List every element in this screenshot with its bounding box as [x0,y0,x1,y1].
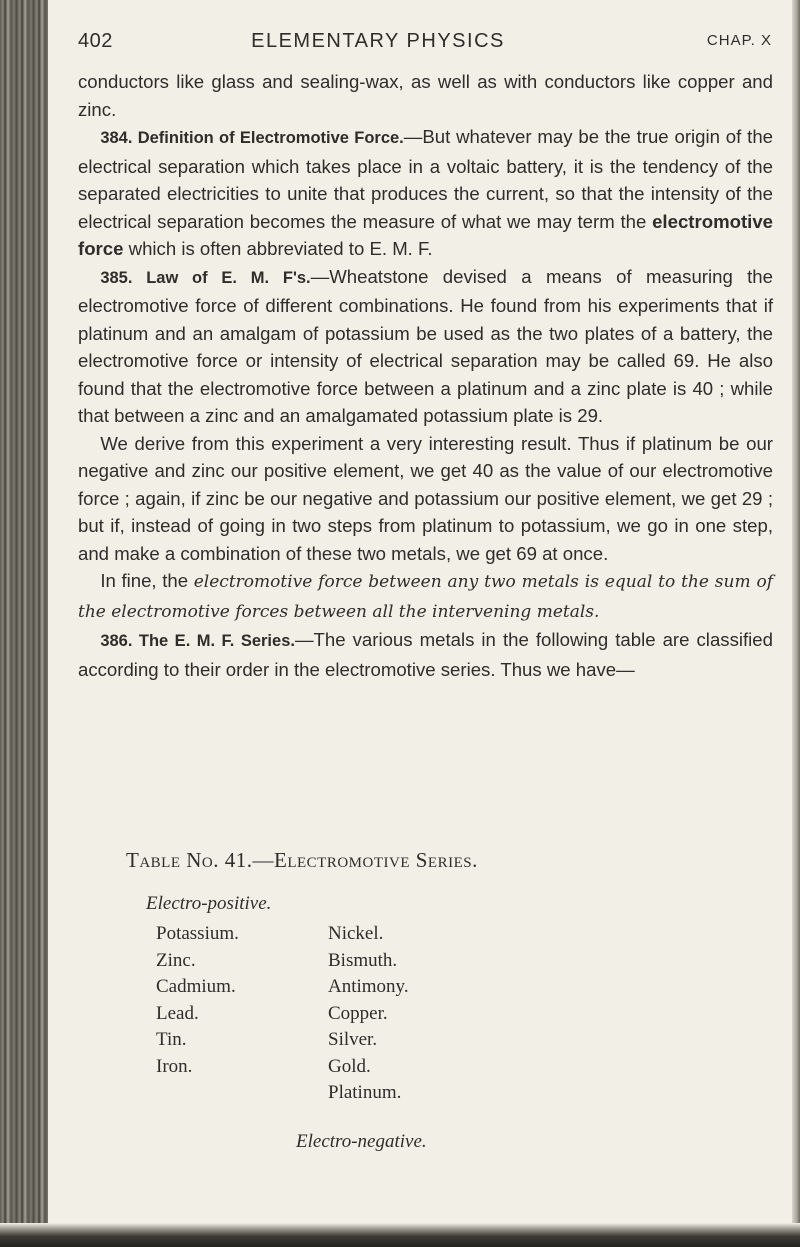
table-caption [126,848,726,873]
right-metals-column [328,921,409,1107]
section-386-heading: 386. The E. M. F. Series. [100,632,295,650]
metal-item: Potassium. [156,923,239,944]
metal-item: Copper. [328,1002,388,1024]
metal-item: Silver. [328,1029,378,1050]
section-384 [78,123,773,263]
left-metals-column [156,921,239,1080]
book-page [48,0,792,1247]
chapter-label: CHAP. X [706,32,772,49]
section-385-text: —Wheatstone devised a means of measuring the electromotive force of different combinations. He found from his experiments that if platinum and an amalgam of potassium be used as the two plates of a battery, the electromotive force or intensity of electrical separation may be called 69. He also found that the electromotive force between a platinum and a zinc plate is 40 ; while that between a zinc and an amalgamated potassium plate is 29. [78,265,773,426]
metal-item: Zinc. [156,949,196,971]
metal-item: Tin. [156,1029,187,1050]
metal-item: Gold. [328,1055,371,1077]
table-caption-prefix: Table No. 41.— [126,848,274,872]
book-binding-left [0,0,48,1247]
in-fine-lead: In fine, the [100,570,194,591]
table-caption-title: Electromotive Series. [274,848,478,872]
paragraph-continuation: conductors like glass and sealing-wax, as well as with conductors like copper and zinc. [78,71,773,120]
section-386-text: —The various metals in the following table are classified according to their order in the electromotive series. Thus we have— [78,629,773,680]
metal-item: Bismuth. [328,949,398,971]
section-385-heading: 385. Law of E. M. F's. [100,268,311,287]
page-edge-right [792,0,800,1247]
electro-negative-label: Electro-negative. [296,1131,427,1152]
paragraph-in-fine [78,567,773,626]
page-bottom-edge [0,1223,800,1247]
metal-item: Platinum. [328,1082,402,1103]
page-header [78,30,772,60]
metal-item: Antimony. [328,976,409,997]
page-number: 402 [78,30,113,52]
metal-item: Cadmium. [156,976,236,997]
electromotive-series-table [146,893,746,1193]
metal-item: Nickel. [328,923,384,944]
metal-item: Iron. [156,1055,193,1077]
metal-item: Lead. [156,1002,199,1024]
section-384-term: electromotive force [78,210,773,259]
electro-positive-label: Electro-positive. [146,893,272,914]
section-384-text-b: which is often abbreviated to E. M. F. [123,238,433,259]
paragraph-derive: We derive from this experiment a very interesting result. Thus if platinum be our negative and zinc our positive element, we get 40 as the value of our electromotive force ; again, if zinc be our negative and potassium our positive element, we get 29 ; but if, instead of going in two steps from platinum to potassium, we go in one step, and make a combination of these two metals, we get 69 at once. [78,432,773,564]
section-386 [78,626,773,683]
section-384-text-a: —But whatever may be the true origin of the electrical separation which takes place in a voltaic battery, it is the tendency of the separated electricities to unite that produces the current, so that the intensity of the electrical separation becomes the measure of what we may term the [78,126,773,232]
section-385 [78,263,773,430]
body-text [78,68,773,683]
in-fine-law: electromotive force between any two metals is equal to the sum of the electromotive forces between all the intervening metals. [78,572,774,622]
running-title: ELEMENTARY PHYSICS [251,30,505,52]
section-384-heading: 384. Definition of Electromotive Force. [100,129,404,147]
